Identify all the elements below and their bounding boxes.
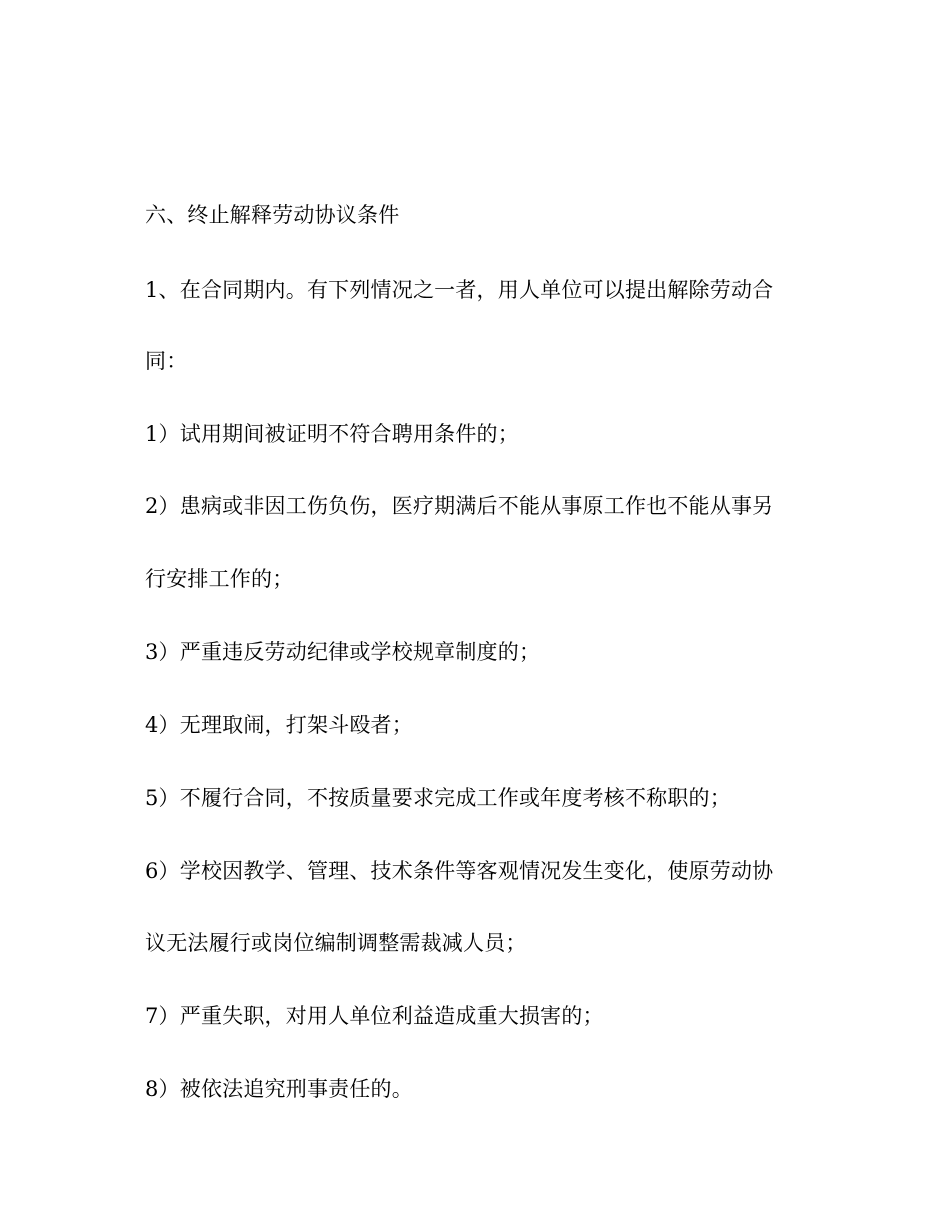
section-heading: 六、终止解释劳动协议条件 xyxy=(145,203,400,227)
list-item-continuation: 议无法履行或岗位编制调整需裁减人员； xyxy=(145,931,527,955)
list-item: 4）无理取闹，打架斗殴者； xyxy=(145,713,413,737)
list-item: 6）学校因教学、管理、技术条件等客观情况发生变化，使原劳动协 xyxy=(145,859,774,883)
list-item: 7）严重失职，对用人单位利益造成重大损害的； xyxy=(145,1004,604,1028)
list-item-continuation: 行安排工作的； xyxy=(145,567,294,591)
list-item: 1）试用期间被证明不符合聘用条件的； xyxy=(145,422,519,446)
list-item: 2）患病或非因工伤负伤，医疗期满后不能从事原工作也不能从事另 xyxy=(145,494,774,518)
list-item: 3）严重违反劳动纪律或学校规章制度的； xyxy=(145,640,541,664)
list-item: 5）不履行合同，不按质量要求完成工作或年度考核不称职的； xyxy=(145,786,731,810)
list-item: 8）被依法追究刑事责任的。 xyxy=(145,1077,413,1101)
paragraph-line: 同： xyxy=(145,349,188,373)
paragraph-line: 1、在合同期内。有下列情况之一者，用人单位可以提出解除劳动合 xyxy=(145,278,774,302)
